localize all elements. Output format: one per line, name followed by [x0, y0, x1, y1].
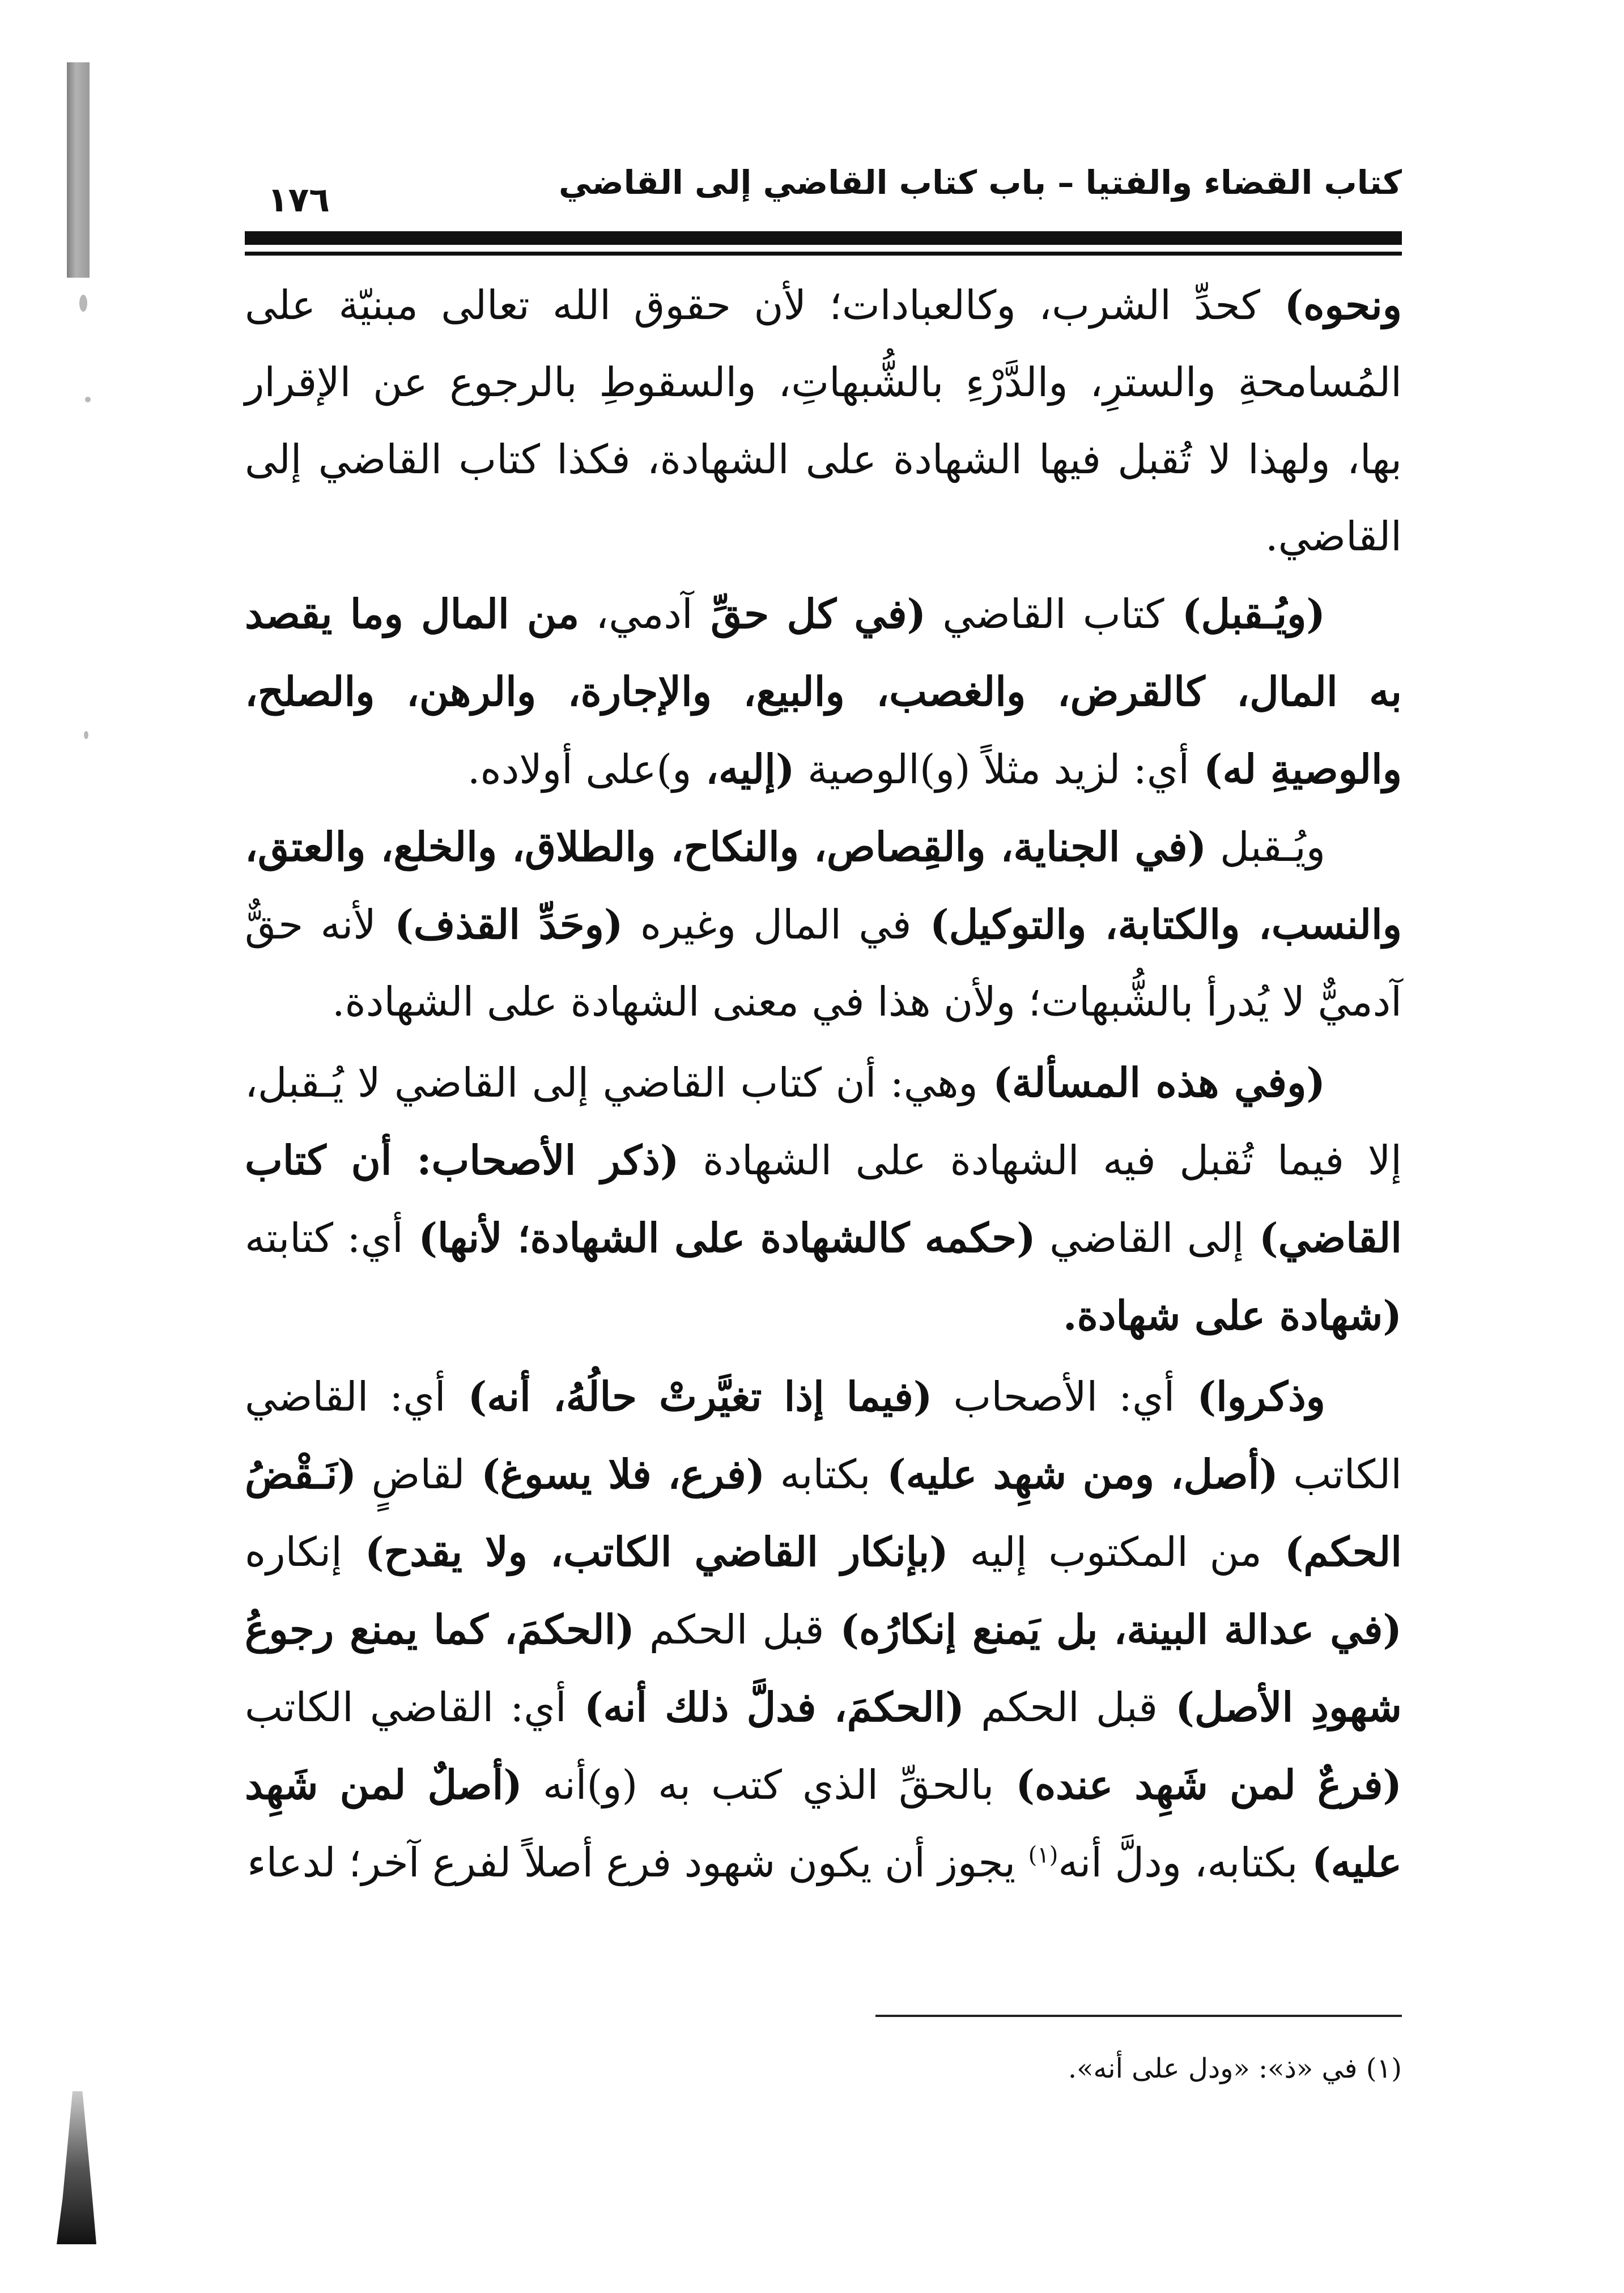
sharh-text: إنكاره — [245, 1528, 342, 1576]
page-number: ١٧٦ — [267, 180, 330, 220]
matn-text: (ذكر الأصحاب: أن كتاب القاضي) — [245, 1136, 1402, 1262]
scan-bottom-artifact — [57, 2091, 96, 2244]
matn-text: (ويُـقبل) — [1164, 590, 1325, 638]
matn-text: (نَـقْضُ الحكم) — [245, 1450, 1402, 1576]
matn-text: (بإنكار القاضي الكاتب، ولا يقدح) — [342, 1528, 949, 1576]
sharh-text: قبل الحكم — [964, 1684, 1158, 1731]
sharh-text: لأنه حقٌّ آدميٌّ لا يُدرأ بالشُّبهات؛ ولأن هذا في معنى الشهادة على الشهادة. — [245, 901, 1402, 1025]
sharh-text: و)على أولاده. — [467, 746, 692, 793]
matn-text: (شهادة على شهادة. — [1062, 1292, 1402, 1339]
sharh-text: أي: لزيد مثلاً (و)الوصية — [794, 746, 1190, 793]
matn-text: (في الجناية، والقِصاص، والنكاح، والطلاق، والخلع، والعتق، والنسب، والكتابة، والتوكيل) — [245, 823, 1402, 948]
header-rule-thin — [245, 252, 1402, 256]
matn-text: (الحكمَ، كما يمنع رجوعُ شهودِ الأصل) — [245, 1606, 1402, 1731]
footnote-separator — [875, 2015, 1402, 2017]
matn-text: (فيما إذا تغيَّرتْ حالُهُ، أنه) — [445, 1373, 933, 1420]
sharh-text: قبل الحكم — [634, 1606, 824, 1653]
sharh-text: أي: كتابته — [245, 1215, 403, 1262]
sharh-text: بكتابه — [765, 1451, 871, 1498]
scan-dust-mark — [85, 397, 91, 402]
sharh-text: في المال وغيره — [623, 901, 912, 948]
sharh-text: أي: القاضي الكاتب — [245, 1373, 1402, 1498]
sharh-text: إلى القاضي — [1035, 1215, 1244, 1262]
sharh-text: أي: القاضي الكاتب — [245, 1684, 567, 1731]
matn-text: (وحَدِّ القذف) — [376, 901, 623, 948]
matn-text: (حكمه كالشهادة على الشهادة؛ لأنها) — [403, 1214, 1036, 1262]
sharh-text: كتاب القاضي — [926, 591, 1164, 638]
matn-text: من المال وما يقصد به المال، كالقرض، والغصب، والبيع، والإجارة، والرهن، والصلح، والوصيةِ له) — [245, 590, 1402, 793]
matn-text: (فرع، فلا يسوغ) — [465, 1450, 766, 1498]
sharh-text: أي: الأصحاب — [932, 1373, 1175, 1420]
matn-text: ونحوه) — [1260, 281, 1402, 329]
paragraph — [245, 808, 1402, 1041]
sharh-text: لقاضٍ — [356, 1451, 465, 1498]
sharh-text: كحدِّ الشرب، وكالعبادات؛ لأن حقوق الله تعالى مبنيّة على المُسامحةِ والسترِ، والدَّرْءِ بالشُّبهاتِ، والسقوطِ بالرجوع عن الإقرار بها، ولهذا لا تُقبل فيها الشهادة على الشهادة، فكذا كتاب القاضي إلى القاضي. — [245, 282, 1402, 560]
sharh-text: ويُـقبل — [1206, 823, 1326, 871]
paragraph — [245, 266, 1402, 575]
matn-text: (في عدالة البينة، بل يَمنع إنكارُه) — [824, 1606, 1402, 1653]
sharh-text: من المكتوب إليه — [948, 1528, 1262, 1576]
matn-text: (فرعٌ لمن شَهِد عنده) — [994, 1761, 1402, 1808]
main-text — [245, 266, 1402, 1901]
sharh-text: بالحقِّ الذي كتب به (و)أنه — [522, 1761, 994, 1808]
header-rule-thick — [245, 231, 1402, 245]
sharh-text: وهي: أن كتاب القاضي إلى القاضي لا يُـقبل، إلا فيما تُقبل فيه الشهادة على الشهادة — [245, 1059, 1402, 1184]
matn-text: وذكروا) — [1175, 1373, 1325, 1420]
page-header — [245, 153, 1402, 238]
paragraph — [245, 1044, 1402, 1354]
matn-text: (أصلٌ لمن شَهِد عليه) — [245, 1761, 1402, 1886]
scan-dust-mark — [79, 295, 87, 312]
footnote-reference: (١) — [1028, 1842, 1058, 1869]
running-title: كتاب القضاء والفتيا – باب كتاب القاضي إلى القاضي — [558, 163, 1402, 202]
footnote: (١) في «ذ»: «ودل على أنه». — [1068, 2053, 1402, 2084]
sharh-text: بكتابه، ودلَّ أنه — [1058, 1839, 1298, 1886]
matn-text: (أصل، ومن شهِد عليه) — [870, 1450, 1278, 1498]
matn-text: (وفي هذه المسألة) — [977, 1059, 1325, 1106]
sharh-text: يجوز أن يكون شهود فرع أصلاً لفرع آخر؛ لدعاء — [247, 1839, 1028, 1886]
sharh-text: آدمي، — [579, 591, 693, 638]
matn-text: (في كل حقِّ — [692, 590, 926, 638]
scan-edge-artifact — [67, 62, 90, 278]
matn-text: (الحكمَ، فدلَّ ذلك أنه) — [566, 1683, 964, 1731]
paragraph — [245, 1358, 1402, 1901]
scan-dust-mark — [84, 731, 88, 739]
paragraph — [245, 575, 1402, 808]
matn-text: (إليه، — [691, 745, 795, 793]
